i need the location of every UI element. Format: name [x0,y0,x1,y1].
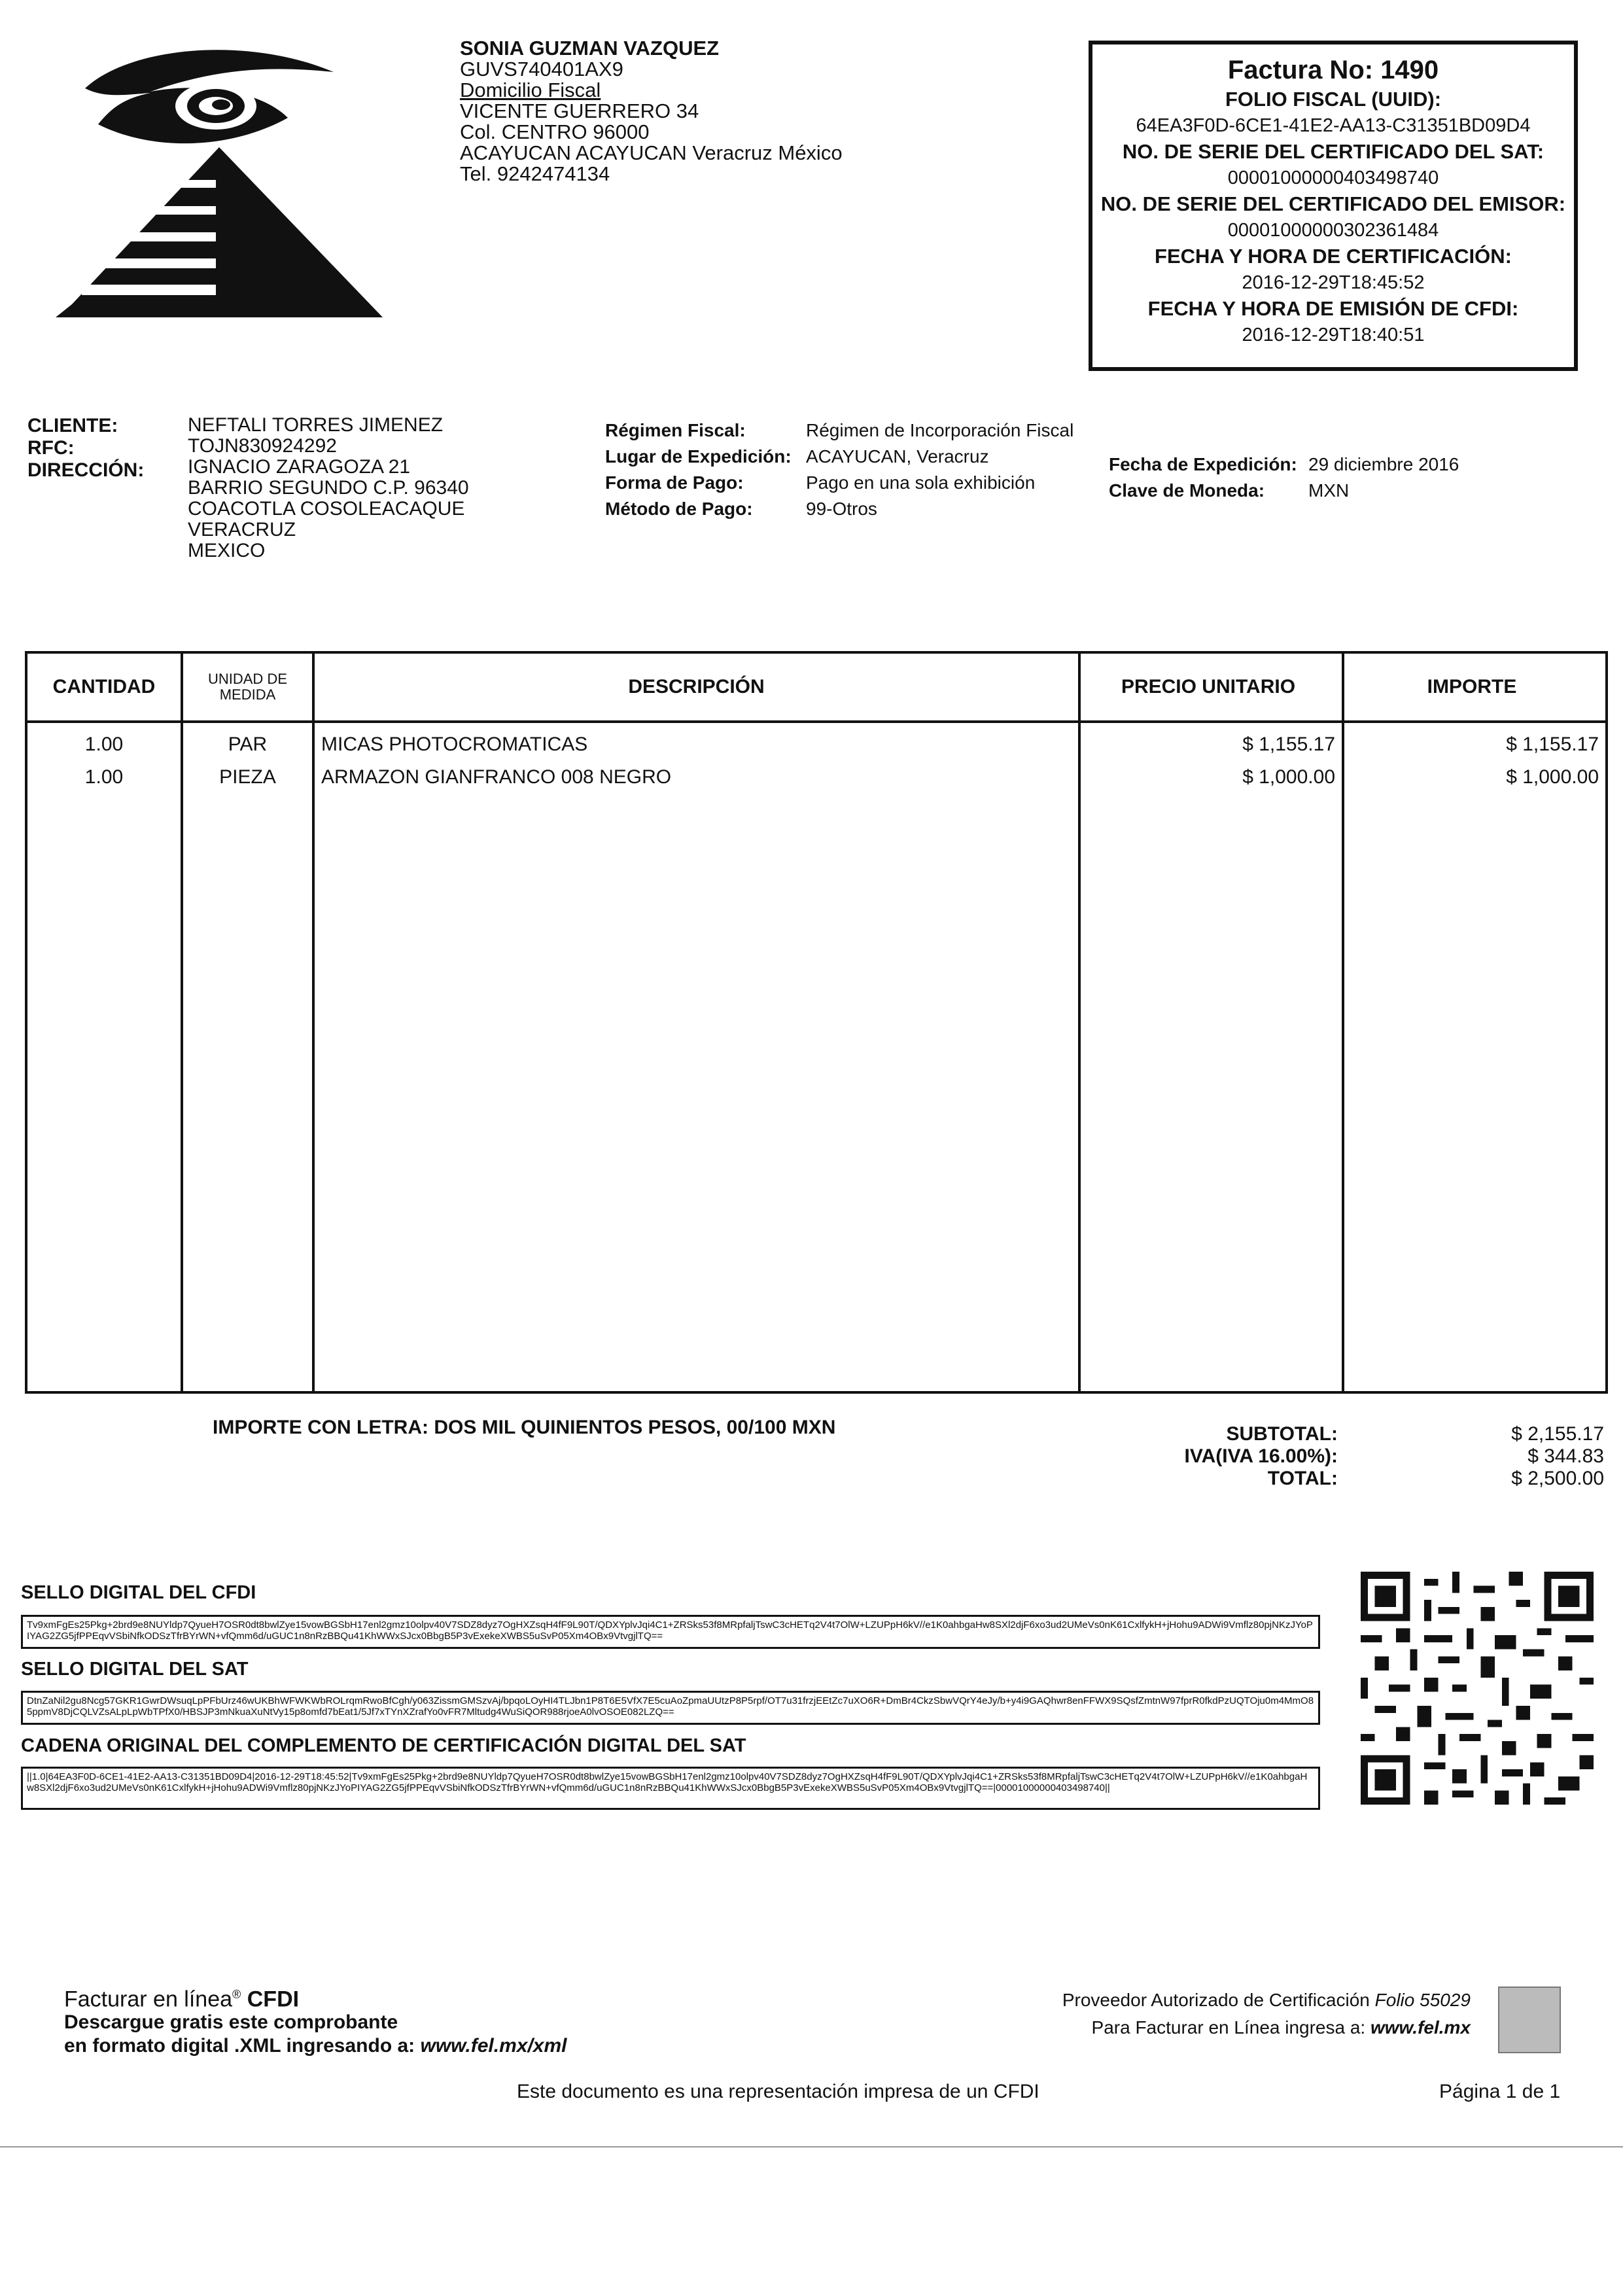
regimen-label: Régimen Fiscal: [605,420,746,440]
moneda-label: Clave de Moneda: [1109,480,1265,501]
uuid-value: 64EA3F0D-6CE1-41E2-AA13-C31351BD09D4 [1136,115,1531,136]
client-address-line: IGNACIO ZARAGOZA 21 [188,456,411,478]
fecha-value: 29 diciembre 2016 [1308,454,1459,474]
eye-icon [85,50,334,143]
regimen-value: Régimen de Incorporación Fiscal [806,420,1074,440]
unidad-cell: PAR [228,733,268,755]
proveedor-folio: Folio 55029 [1374,1990,1471,2010]
registered-mark: ® [232,1988,241,2001]
cantidad-column [26,722,182,1392]
pyramid-icon [56,147,383,317]
descripcion-cell: ARMAZON GIANFRANCO 008 NEGRO [321,766,672,788]
footer-brand-text: Facturar en línea [64,1987,233,2012]
descripcion-cell: MICAS PHOTOCROMATICAS [321,733,588,755]
importe-column [1343,722,1607,1392]
total-value: $ 2,500.00 [1511,1468,1604,1489]
page-number: Página 1 de 1 [1439,2081,1561,2102]
client-address-line: BARRIO SEGUNDO C.P. 96340 [188,477,469,499]
sello-cfdi-box: Tv9xmFgEs25Pkg+2brd9e8NUYldp7QyueH7OSR0dt8bwlZye15vowBGSbH17enl2gmz10olpv40V7SDZ8dyz7OgHXZsqH4fF9L90T/QDXYplvJqi4C1+ZRSks53f8MRpfaljTswC3cHETq2V4t7OlW+LZUPpH6kV//e1K0ahbgaHw8SXl2djF6xo3ud2UMeVs0nK61CxlfykH+jHohu9ADWi9Vmflz80pjNKzJYoPIYAG2ZG5jfPPEqvVSbiNfkODSzTfrBYrWN+vfQmm6d/uGUC1n8nRzBBQu41KhWWxSJcx0BbgB5P3vExekeXWBS5uSvP05Xm4OBx9VtvgjlTQ== [21,1615,1320,1649]
expedition-values [1308,451,1459,504]
issuer-logo [52,33,393,334]
qr-code-icon [1361,1570,1594,1806]
client-address-line: VERACRUZ [188,519,296,540]
descripcion-column [313,722,1079,1392]
footer-right [994,1987,1471,2041]
total-label: TOTAL: [1267,1468,1338,1489]
sello-sat-title: SELLO DIGITAL DEL SAT [21,1659,249,1680]
invoice-header-box [1089,41,1578,371]
cantidad-cell: 1.00 [84,733,124,755]
facturar-text: Para Facturar en Línea ingresa a: [1091,2017,1366,2038]
header-importe: IMPORTE [1343,652,1607,722]
sat-cert-label: NO. DE SERIE DEL CERTIFICADO DEL SAT: [1122,140,1544,163]
forma-value: Pago en una sola exhibición [806,472,1036,493]
importe-cell: $ 1,155.17 [1506,733,1599,755]
unidad-cell: PIEZA [219,766,276,788]
header-cantidad: CANTIDAD [26,652,182,722]
issuer-colonia: Col. CENTRO 96000 [460,120,650,143]
footer-download-line1: Descargue gratis este comprobante [64,2011,398,2034]
table-header-row [26,652,1607,722]
client-address-line: COACOTLA COSOLEACAQUE [188,498,465,520]
header-descripcion: DESCRIPCIÓN [313,652,1079,722]
emision-date-label: FECHA Y HORA DE EMISIÓN DE CFDI: [1147,297,1519,320]
issuer-city: ACAYUCAN ACAYUCAN Veracruz México [460,141,843,164]
items-table [25,651,1608,1394]
unidad-column [182,722,313,1392]
totals-labels [1112,1423,1338,1490]
expedition-labels [1109,451,1297,504]
metodo-value: 99-Otros [806,499,877,519]
metodo-label: Método de Pago: [605,499,753,519]
iva-value: $ 344.83 [1527,1445,1604,1467]
footer-brand-cfdi: CFDI [247,1987,300,2012]
fiscal-labels [605,417,792,522]
emision-date-value: 2016-12-29T18:40:51 [1242,325,1425,345]
subtotal-label: SUBTOTAL: [1226,1423,1338,1445]
issuer-domicilio-label: Domicilio Fiscal [460,79,601,101]
client-labels [27,415,144,482]
invoice-title: Factura No: 1490 [1227,56,1439,84]
lugar-label: Lugar de Expedición: [605,446,792,467]
footer-left [64,1983,567,2058]
sello-cfdi-title: SELLO DIGITAL DEL CFDI [21,1582,256,1603]
fiscal-values [806,417,1073,522]
cert-date-label: FECHA Y HORA DE CERTIFICACIÓN: [1155,245,1512,268]
precio-cell: $ 1,155.17 [1242,733,1335,755]
facturar-line [994,2014,1471,2041]
cantidad-cell: 1.00 [84,766,124,788]
issuer-tel: Tel. 9242474134 [460,162,610,185]
client-values [188,415,469,561]
sat-seal-icon [1498,1987,1561,2053]
cadena-original-box: ||1.0|64EA3F0D-6CE1-41E2-AA13-C31351BD09D4|2016-12-29T18:45:52|Tv9xmFgEs25Pkg+2brd9e8NUYldp7QyueH7OSR0dt8bwlZye15vowBGSbH17enl2gmz10olpv40V7SDZ8dyz7OgHXZsqH4fF9L90T/QDXYplvJqi4C1+ZRSks53f8MRpfaljTswC3cHETq2V4t7OlW+LZUPpH6kV//e1K0ahbgaHw8SXl2djF6xo3ud2UMeVs0nK61CxlfykH+jHohu9ADWi9Vmflz80pjNKzJYoPIYAG2ZG5jfPPEqvVSbiNfkODSzTfrBYrWN+vfQmm6d/uGUC1n8nRzBBQu41KhWWxSJcx0BbgB5P3vExekeXWBS5uSvP05Xm4OBx9VtvgjlTQ==|00001000000403498740|| [21,1767,1320,1810]
facturar-link[interactable]: www.fel.mx [1370,2017,1471,2038]
moneda-value: MXN [1308,480,1350,501]
client-rfc: TOJN830924292 [188,435,337,457]
sat-cert-value: 00001000000403498740 [1227,168,1439,188]
subtotal-value: $ 2,155.17 [1511,1423,1604,1445]
cadena-original-title: CADENA ORIGINAL DEL COMPLEMENTO DE CERTIFICACIÓN DIGITAL DEL SAT [21,1735,746,1756]
client-name: NEFTALI TORRES JIMENEZ [188,414,444,436]
bottom-divider [0,2146,1623,2147]
precio-cell: $ 1,000.00 [1242,766,1335,788]
sello-sat-box: DtnZaNil2gu8Ncg57GKR1GwrDWsuqLpPFbUrz46wUKBhWFWKWbROLrqmRwoBfCgh/y063ZissmGMSzvAj/bpqoLOyHI4TLJbn1P8T6E5VfX7E5cuAoZpmaUUtzP8P5rpf/OT7u31frzjEEtZc7uXO6R+DmBr4CkzSbwVQrY4eJy/b+y4i9GAQhwr8enFFWX9SQsfZmtnW97fprR0fkdPzUQTOju0m4MmO85ppmV8DjCQLVZsALpLpWbTPfX0/HBSJP3mNkuaXuNtVy15p8omfd7bEat1/5Jf7xTYnXZrafYo0vFR7Mltudg4WuSiQOR988rjoeA0lvOSOE082LZQ== [21,1691,1320,1725]
document-note: Este documento es una representación impresa de un CFDI [517,2081,1039,2102]
cert-date-value: 2016-12-29T18:45:52 [1242,272,1425,293]
client-address-line: MEXICO [188,540,266,561]
client-label: CLIENTE: [27,415,118,436]
fecha-label: Fecha de Expedición: [1109,454,1297,474]
footer-brand [64,1983,567,2011]
client-rfc-label: RFC: [27,437,75,459]
issuer-block [460,38,843,185]
lugar-value: ACAYUCAN, Veracruz [806,446,989,467]
iva-label: IVA(IVA 16.00%): [1184,1445,1338,1467]
header-unidad: UNIDAD DE MEDIDA [182,652,313,722]
issuer-rfc: GUVS740401AX9 [460,58,623,80]
header-precio: PRECIO UNITARIO [1079,652,1343,722]
importe-cell: $ 1,000.00 [1506,766,1599,788]
footer-xml-link[interactable]: www.fel.mx/xml [420,2035,567,2057]
proveedor-line [994,1987,1471,2014]
importe-con-letra: IMPORTE CON LETRA: DOS MIL QUINIENTOS PESOS, 00/100 MXN [213,1417,836,1438]
footer-download-line2 [64,2034,567,2058]
proveedor-text: Proveedor Autorizado de Certificación [1062,1990,1370,2010]
client-address-label: DIRECCIÓN: [27,459,145,481]
totals-values [1406,1423,1604,1490]
issuer-street: VICENTE GUERRERO 34 [460,99,699,122]
footer-download-text: en formato digital .XML ingresando a: [64,2035,415,2057]
uuid-label: FOLIO FISCAL (UUID): [1225,88,1442,111]
precio-column [1079,722,1343,1392]
forma-label: Forma de Pago: [605,472,744,493]
issuer-name: SONIA GUZMAN VAZQUEZ [460,37,720,60]
table-body [26,722,1607,1392]
emisor-cert-value: 00001000000302361484 [1227,220,1439,241]
emisor-cert-label: NO. DE SERIE DEL CERTIFICADO DEL EMISOR: [1100,192,1566,215]
